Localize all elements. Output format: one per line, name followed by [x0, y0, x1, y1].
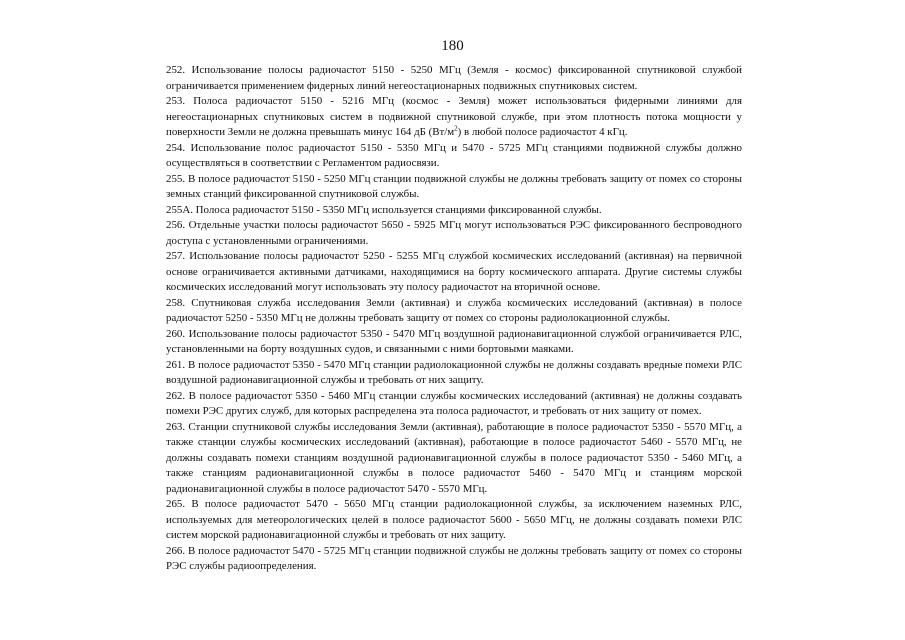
paragraph-253: [166, 94, 742, 141]
paragraph-266: 266. В полосе радиочастот 5470 - 5725 МГц станции подвижной службы не должны требовать защиту от помех со стороны РЭС службы радиоопределения.: [166, 544, 742, 572]
paragraph-261: 261. В полосе радиочастот 5350 - 5470 МГц станции радиолокационной службы не должны создавать вредные помехи РЛС воздушной радионавигационной службы и требовать от них защиту.: [166, 358, 742, 386]
paragraph-265: 265. В полосе радиочастот 5470 - 5650 МГц станции радиолокационной службы, за исключением наземных РЛС, используемых для метеорологических целей в полосе радиочастот 5600 - 5650 МГц, не должны создавать помехи РЛС систем морской радионавигационной службы и требовать от них защиту.: [166, 498, 742, 541]
superscript: 2: [454, 124, 458, 133]
paragraph-253-text-end: ) в любой полосе радиочастот 4 кГц.: [457, 126, 628, 138]
page-number: 180: [441, 38, 464, 54]
paragraph-260: 260. Использование полосы радиочастот 5350 - 5470 МГц воздушной радионавигационной службой ограничивается РЛС, установленными на борту воздушных судов, и связанными с ними бортовыми маяками.: [166, 327, 742, 355]
paragraph-255a: 255А. Полоса радиочастот 5150 - 5350 МГц используется станциями фиксированной службы.: [166, 203, 602, 216]
paragraph-256: 256. Отдельные участки полосы радиочастот 5650 - 5925 МГц могут использоваться РЭС фиксированного беспроводного доступа с установленными ограничениями.: [166, 219, 742, 247]
document-body: [166, 63, 742, 575]
paragraph-257: 257. Использование полосы радиочастот 5250 - 5255 МГц службой космических исследований (активная) на первичной основе ограничивается активными датчиками, находящимися на борту космического аппарата. Другие системы службы космических исследований могут использовать эту полосу радиочастот на вторичной основе.: [166, 250, 742, 293]
paragraph-254: 254. Использование полос радиочастот 5150 - 5350 МГц и 5470 - 5725 МГц станциями подвижной службы должно осуществляться в соответствии с Регламентом радиосвязи.: [166, 141, 742, 169]
paragraph-252: 252. Использование полосы радиочастот 5150 - 5250 МГц (Земля - космос) фиксированной спутниковой службой ограничивается применением фидерных линий негеостационарных подвижных спутниковых систем.: [166, 64, 742, 92]
paragraph-263: 263. Станции спутниковой службы исследования Земли (активная), работающие в полосе радиочастот 5350 - 5570 МГц, а также станции службы космических исследований (активная), работающие в полосе радиочастот 5460 - 5570 МГц, не должны создавать помехи станциям воздушной радионавигационной службы в полосе радиочастот 5350 - 5460 МГц, а также станциям радионавигационной службы в полосе радиочастот 5460 - 5470 МГц и станциям морской радионавигационной службы в полосе радиочастот 5470 - 5570 МГц.: [166, 420, 742, 495]
paragraph-255: 255. В полосе радиочастот 5150 - 5250 МГц станции подвижной службы не должны требовать защиту от помех со стороны земных станций фиксированной спутниковой службы.: [166, 172, 742, 200]
paragraph-253-text: 253. Полоса радиочастот 5150 - 5216 МГц (космос - Земля) может использоваться фидерными линиями для негеостационарных спутниковых систем в подвижной спутниковой службе, при этом плотность потока мощности у поверхности Земли не должна превышать минус 164 дБ (Вт/м: [166, 95, 742, 138]
paragraph-258: 258. Спутниковая служба исследования Земли (активная) и служба космических исследований (активная) в полосе радиочастот 5250 - 5350 МГц не должны требовать защиту от помех со стороны радиолокационной службы.: [166, 296, 742, 324]
paragraph-262: 262. В полосе радиочастот 5350 - 5460 МГц станции службы космических исследований (активная) не должны создавать помехи РЭС других служб, для которых распределена эта полоса радиочастот, и требовать от них защиту от помех.: [166, 389, 742, 417]
